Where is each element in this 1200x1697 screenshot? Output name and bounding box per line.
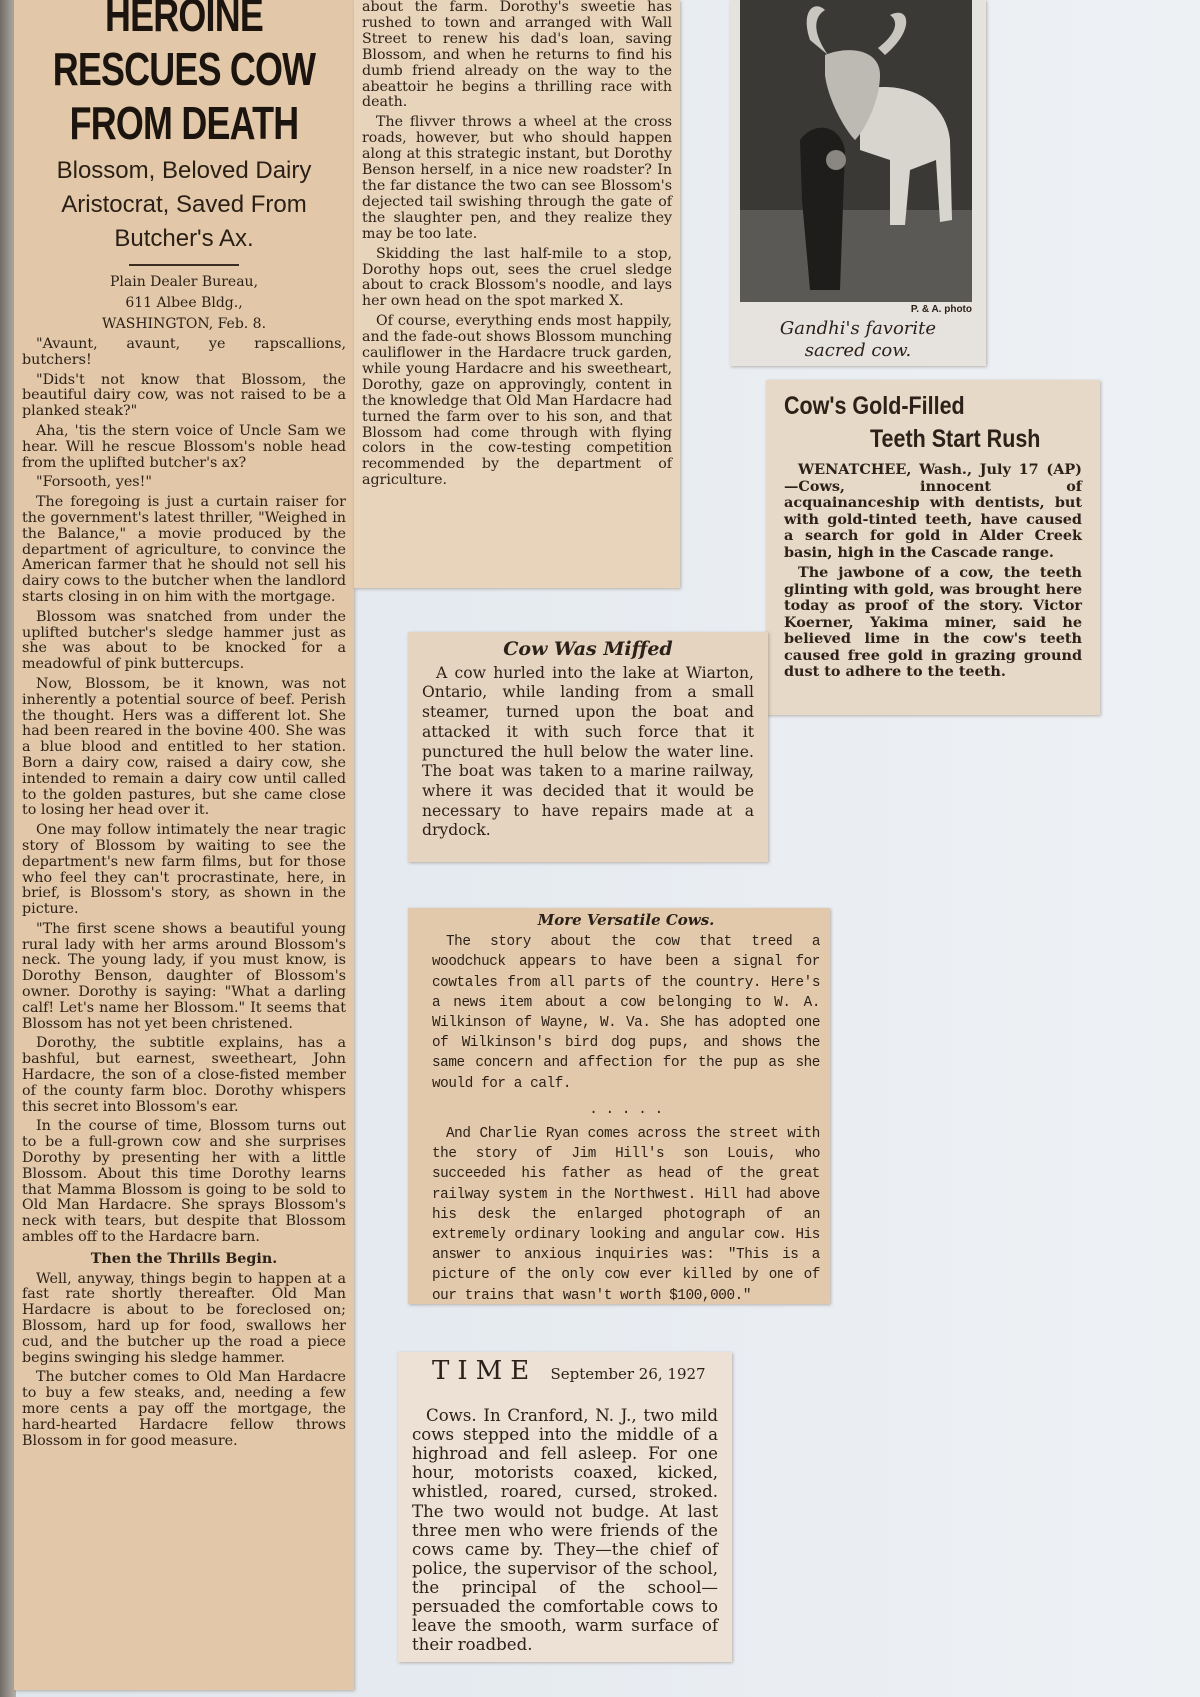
subheadline: Blossom, Beloved Dairy Aristocrat, Saved From Butcher's Ax.	[56, 157, 312, 252]
paragraph: One may follow intimately the near tragic story of Blossom by waiting to see the department's new farm films, but for those who feel they can't procrastinate, here, in brief, is Blossom's story, as shown in the picture.	[22, 822, 346, 918]
paragraph: The story about the cow that treed a woodchuck appears to have been a signal for cowtales from all parts of the country. Here's a news item about a cow belonging to W. A. Wilkinson of Wayne, W. Va. She has adopted one of Wilkinson's bird dog pups, and shows the same concern and affection for the pup as she would for a calf.	[432, 934, 820, 1092]
clipping-gold-filled-teeth	[766, 380, 1100, 715]
issue-date: September 26, 1927	[550, 1365, 706, 1383]
headline-line: Cow's Gold-Filled	[784, 392, 965, 420]
paragraph: "Forsooth, yes!"	[36, 474, 152, 491]
cow-photo	[740, 0, 972, 302]
paragraph: The flivver throws a wheel at the cross roads, however, but who should happen along at this strategic instant, but Dorothy Benson herself, in a nice new roadster? In the far distance the two can see Blossom's dejected tail swishing through the gate of the slaughter pen, and they realize they may be too late.	[362, 114, 672, 242]
headline	[784, 390, 1068, 456]
separator-dots: . . . . .	[589, 1101, 663, 1118]
paragraph: The foregoing is just a curtain raiser for the government's latest thriller, "Weighed in the Balance," a movie produced by the department of agriculture, to convince the American farmer that he should not sell his dairy cows to the butcher when the landlord starts closing in on him with the mortgage.	[22, 494, 346, 605]
clipping-heroine-continued	[354, 0, 680, 588]
masthead	[432, 1356, 718, 1386]
dateline-bureau: Plain Dealer Bureau,	[109, 274, 259, 290]
clipping-heroine-rescues-cow	[14, 0, 354, 1690]
paragraph: The butcher comes to Old Man Hardacre to buy a few steaks, and, needing a few more cents a pay off the mortgage, the hard-hearted Hardacre fellow throws Blossom in for good measure.	[22, 1369, 346, 1449]
paragraph: "Dids't not know that Blossom, the beautiful dairy cow, was not raised to be a planked steak?"	[22, 371, 346, 420]
clipping-gandhi-cow-photo	[730, 0, 986, 366]
dateline-address: 611 Albee Bldg.,	[125, 295, 243, 311]
headline: Cow Was Miffed	[503, 638, 673, 660]
paragraph: "Avaunt, avaunt, ye rapscallions, butchers!	[22, 336, 346, 368]
headline-line: Teeth Start Rush	[870, 425, 1041, 453]
paragraph: Skidding the last half-mile to a stop, Dorothy hops out, sees the cruel sledge about to crack Blossom's noodle, and lays her own head on the spot marked X.	[362, 245, 672, 310]
caption-line: sacred cow.	[804, 340, 912, 361]
paragraph: Dorothy, the subtitle explains, has a bashful, but earnest, sweetheart, John Hardacre, the son of a close-fisted member of the county farm bloc. Dorothy whispers this secret into Blossom's ear.	[22, 1035, 346, 1115]
paragraph: Cows. In Cranford, N. J., two mild cows stepped into the middle of a highroad and fell asleep. For one hour, motorists coaxed, kicked, whistled, roared, cursed, stroked. The two would not budge. At last three men who were friends of the cows came by. They—the chief of police, the supervisor of the school, the principal of the school—persuaded the comfortable cows to leave the smooth, warm surface of their roadbed.	[412, 1406, 718, 1655]
dateline-city: WASHINGTON, Feb. 8.	[101, 316, 267, 332]
headline: HEROINE RESCUES COW FROM DEATH	[52, 0, 316, 149]
paragraph: In the course of time, Blossom turns out to be a full-grown cow and she surprises Dorothy by presenting her with a little Blossom. About this time Dorothy learns that Mamma Blossom is going to be sold to Old Man Hardacre. She sprays Blossom's neck with tears, but despite that Blossom ambles off to the Hardacre barn.	[22, 1118, 346, 1246]
paragraph: "The first scene shows a beautiful young rural lady with her arms around Blossom's neck. The young lady, if you must know, is Dorothy Benson, daughter of Blossom's owner. Dorothy is saying: "What a darling calf! Let's name her Blossom." It seems that Blossom has not yet been christened.	[22, 920, 346, 1032]
clipping-cow-was-miffed	[408, 632, 768, 862]
paragraph: Now, Blossom, be it known, was not inherently a potential source of beef. Perish the thought. Hers was a different lot. She had been reared in the bovine 400. She was a blue blood and entitled to her station. Born a dairy cow, raised a dairy cow, she intended to remain a dairy cow until called to the golden pastures, but she came close to losing her head over it.	[22, 675, 346, 819]
magazine-name: TIME	[432, 1356, 538, 1386]
paragraph: Blossom was snatched from under the uplifted butcher's sledge hammer just as she was about to be knocked for a meadowful of pink buttercups.	[22, 608, 346, 673]
paragraph: Well, anyway, things begin to happen at a fast rate shortly thereafter. Old Man Hardacre is about to be foreclosed on; Blossom, hard up for food, swallows her cud, and the butcher up the road a piece begins swinging his sledge hammer.	[22, 1270, 346, 1366]
paragraph: Aha, 'tis the stern voice of Uncle Sam we hear. Will he rescue Blossom's noble head from the uplifted butcher's ax?	[22, 422, 346, 471]
paragraph: And Charlie Ryan comes across the street with the story of Jim Hill's son Louis, who succeeded his father as head of the great railway system in the Northwest. Hill had above his desk the enlarged photograph of an extremely ordinary looking and angular cow. His answer to anxious inquiries was: "This is a picture of the only cow ever killed by one of our trains that wasn't worth $100,000."	[432, 1126, 820, 1304]
photo-caption	[730, 318, 986, 362]
paragraph: about the farm. Dorothy's sweetie has rushed to town and arranged with Wall Street to renew his dad's loan, saving Blossom, and when he returns to find his dumb friend already on the way to the abeattoir he begins a thrilling race with death.	[362, 0, 672, 111]
clipping-more-versatile-cows	[408, 908, 830, 1304]
paragraph: The jawbone of a cow, the teeth glinting with gold, was brought here today as proof of the story. Victor Koerner, Yakima miner, said he believed lime in the cow's teeth caused free gold in grazing ground dust to adhere to the teeth.	[784, 564, 1082, 680]
paragraph: Of course, everything ends most happily, and the fade-out shows Blossom munching cauliflower in the Hardacre truck garden, while young Hardacre and his sweetheart, Dorothy, gaze on approvingly, content in the knowledge that Old Man Hardacre had turned the farm over to his son, and that Blossom had come through with flying colors in the cow-testing competition recommended by the department of agriculture.	[362, 313, 672, 489]
caption-line: Gandhi's favorite	[779, 318, 937, 339]
crosshead: Then the Thrills Begin.	[90, 1250, 278, 1267]
divider-rule	[129, 264, 239, 266]
headline: More Versatile Cows.	[537, 911, 715, 929]
clipping-time-magazine	[398, 1352, 732, 1662]
paragraph: A cow hurled into the lake at Wiarton, Ontario, while landing from a small steamer, turned upon the boat and attacked it with such force that it punctured the hull below the water line. The boat was taken to a marine railway, where it was decided that it would be necessary to have repairs made at a drydock.	[422, 663, 754, 840]
paragraph: WENATCHEE, Wash., July 17 (AP)—Cows, innocent of acquainanceship with dentists, but with gold-tinted teeth, have caused a search for gold in Alder Creek basin, high in the Cascade range.	[784, 461, 1082, 561]
photo-credit: P. & A. photo	[910, 304, 972, 315]
